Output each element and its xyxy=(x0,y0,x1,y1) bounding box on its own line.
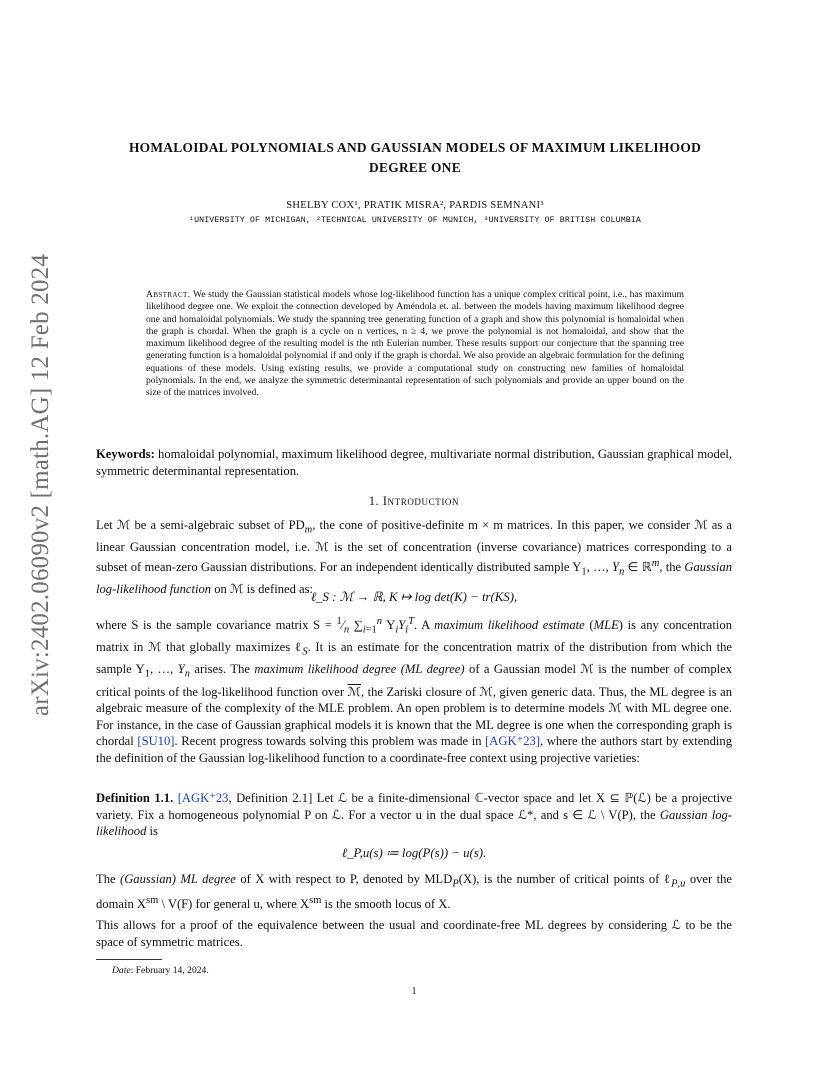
p2-text-j: . Recent progress towards solving this problem was made in xyxy=(174,734,486,749)
definition-citation-link[interactable]: [AGK⁺23 xyxy=(177,791,229,805)
abstract xyxy=(146,289,684,400)
intro-paragraph-2: where S is the sample covariance matrix $S = ^1⁄_n$ $\sum_{i=1}^n$ $Y_iY_i^T$. A maximum likelihood estimate (MLE) is any concentration matrix in ℳ that globally maximizes ℓ$_S$. It is an estimate for the concentration matrix of the distribution from which the sample $Y_1$, …, $Y_n$ arises. The maximum likelihood degree (ML degree) of a Gaussian model ℳ is the number of complex critical points of the log-likelihood function over ℳ, the Zariski closure of ℳ, given generic data. Thus, the ML degree is an algebraic measure of the complexity of the MLE problem. An open problem is to determine models ℳ with ML degree one. For instance, in the case of Gaussian graphical models it is known that the ML degree is one when the corresponding graph is chordal [SU10]. Recent progress towards solving this problem was made in [AGK⁺23], where the authors start by extending the definition of the Gaussian log-likelihood function to a coordinate-free context using projective varieties: xyxy=(96,616,733,765)
section-number: 1. xyxy=(368,494,380,508)
arxiv-identifier-stamp xyxy=(20,253,62,717)
p2-mle-abbr: MLE xyxy=(593,618,619,633)
p2-text-k: , where the authors start by extending the definition of the Gaussian log-likelihood function to a coordinate-free context using projective varieties: xyxy=(96,734,732,765)
p2-text-a: where S is the sample covariance matrix S = xyxy=(96,618,337,633)
p2-text-e: ) is any concentration matrix in ℳ that globally maximizes ℓ xyxy=(96,618,732,655)
p2-text-c: . A xyxy=(414,618,435,633)
p3-text-d: over the domain X xyxy=(96,872,733,912)
definition-term: Gaussian log-likelihood xyxy=(96,807,732,839)
p2-text-h: of a Gaussian model ℳ is the number of complex critical points of the log-likelihood function over xyxy=(96,662,733,699)
p3-text-a: The xyxy=(96,872,121,886)
keywords-label: Keywords: xyxy=(96,447,155,461)
footnote-rule xyxy=(96,959,162,960)
p1-text-c: , the xyxy=(659,559,685,574)
p2-mle-term: maximum likelihood estimate xyxy=(434,618,585,633)
keywords-text: homaloidal polynomial, maximum likelihood degree, multivariate normal distribution, Gaussian graphical model, symmetric determinantal representation. xyxy=(96,447,732,478)
p2-text-b: Y xyxy=(386,618,396,633)
intro-paragraph-4: This allows for a proof of the equivalence between the usual and coordinate-free ML degrees by considering ℒ to be the space of symmetric matrices. xyxy=(96,918,732,949)
p3-text-c: (X), is the number of critical points of ℓ xyxy=(458,872,672,886)
p3-term: (Gaussian) ML degree xyxy=(120,872,236,886)
equation-log-likelihood: ℓ_S : ℳ → ℝ, K ↦ log det(K) − tr(KS), xyxy=(310,590,518,604)
section-title: Introduction xyxy=(382,494,460,508)
page-number: 1 xyxy=(411,986,417,997)
p2-text-i: , the Zariski closure of ℳ, given generic data. Thus, the ML degree is an algebraic measure of the complexity of the MLE problem. An open problem is to determine models ℳ with ML degree one. For instance, in the case of Gaussian graphical models it is known that the ML degree is one when the corresponding graph is chordal xyxy=(96,684,732,749)
p3-text-e: \ V(F) for general u, where X xyxy=(158,897,310,912)
footnote-label: Date xyxy=(112,965,131,976)
p1-text-a: Let ℳ be a semi-algebraic subset of PD xyxy=(96,518,305,532)
equation-coordinate-free: ℓ_P,u(s) ≔ log(P(s)) − u(s). xyxy=(341,846,487,860)
date-footnote xyxy=(112,965,512,976)
author-list: SHELBY COX¹, PRATIK MISRA², PARDIS SEMNANI³ xyxy=(286,200,544,211)
citation-agk23-link[interactable]: [AGK⁺23] xyxy=(485,734,541,749)
p3-text-b: of X with respect to P, denoted by MLD xyxy=(235,872,453,886)
p2-mld-term: maximum likelihood degree (ML degree) xyxy=(254,662,465,677)
paper-title: HOMALOIDAL POLYNOMIALS AND GAUSSIAN MODELS OF MAXIMUM LIKELIHOOD DEGREE ONE xyxy=(128,140,702,175)
abstract-text: We study the Gaussian statistical models whose log-likelihood function has a unique complex critical point, i.e., has maximum likelihood degree one. We exploit the connection developed by Améndola et. al. between the models having maximum likelihood degree one and homaloidal polynomials. We study the spanning tree generating function of a graph and show this polynomial is homaloidal when the graph is chordal. When the graph is a cycle on n vertices, n ≥ 4, we prove the polynomial is not homaloidal, and show that the maximum likelihood degree of the resulting model is the nth Eulerian number. These results support our conjecture that the spanning tree generating function is a homaloidal polynomial if and only if the graph is chordal. We also provide an algebraic formulation for the defining equations of these models. Using existing results, we provide a computational study on constructing new families of homaloidal polynomials. In the end, we analyze the symmetric determinantal representation of such polynomials and provide an upper bound on the size of the matrices involved. xyxy=(146,289,685,399)
section-heading-introduction xyxy=(96,494,732,509)
p2-text-g: arises. The xyxy=(189,662,255,677)
p2-text-d: ( xyxy=(584,618,594,633)
definition-label: Definition 1.1. xyxy=(96,791,174,805)
keywords xyxy=(96,446,732,479)
footnote-text: : February 14, 2024. xyxy=(130,965,209,976)
intro-paragraph-1: Let ℳ be a semi-algebraic subset of $PD_m$, the cone of positive-definite m × m matrices. In this paper, we consider ℳ as a linear Gaussian concentration model, i.e. ℳ is the set of concentration (inverse covariance) matrices corresponding to a subset of mean-zero Gaussian distributions. For an independent identically distributed sample $Y_1$, …, $Y_n$ ∈ ℝ$^m$, the Gaussian log-likelihood function on ℳ is defined as: xyxy=(96,518,732,596)
definition-cite-tail: , Definition 2.1] xyxy=(228,791,313,805)
citation-su10-link[interactable]: [SU10] xyxy=(137,734,175,749)
definition-ml-degree-paragraph: The (Gaussian) ML degree of X with respect to P, denoted by $MLD_P(X)$, is the number of critical points of ℓ$_{P,u}$ over the domain $X^{sm}$ \ V(F) for general u, where $X^{sm}$ is the smooth locus of X. xyxy=(96,872,733,912)
affiliation-list: ¹UNIVERSITY OF MICHIGAN, ²TECHNICAL UNIVERSITY OF MUNICH, ³UNIVERSITY OF BRITISH COLUMBIA xyxy=(188,216,642,225)
p2-text-f: . It is an estimate for the concentration matrix of the distribution from which the sample Y xyxy=(96,640,732,677)
p1-text-b: , the cone of positive-definite m × m matrices. In this paper, we consider ℳ as a linear Gaussian concentration model, i.e. ℳ is the set of concentration (inverse covariance) matrices corresponding to a subset of mean-zero Gaussian distributions. For an independent identically distributed sample Y xyxy=(96,518,732,574)
definition-1-1 xyxy=(96,790,732,840)
p1-term: Gaussian log-likelihood function xyxy=(96,559,732,596)
arxiv-id-text: arXiv:2402.06090v2 [math.AG] 12 Feb 2024 xyxy=(27,253,54,717)
abstract-heading: Abstract. xyxy=(146,289,191,300)
p3-text-f: is the smooth locus of X. xyxy=(321,897,451,912)
definition-text-b: is xyxy=(146,824,158,839)
p1-text-d: on ℳ is defined as: xyxy=(211,582,314,596)
definition-text-a: Let ℒ be a finite-dimensional ℂ-vector space and let X ⊆ ℙ(ℒ) be a projective variety. Fix a homogeneous polynomial P on ℒ. For a vector u in the dual space ℒ*, and s ∈ ℒ \ V(P), the xyxy=(96,791,733,822)
